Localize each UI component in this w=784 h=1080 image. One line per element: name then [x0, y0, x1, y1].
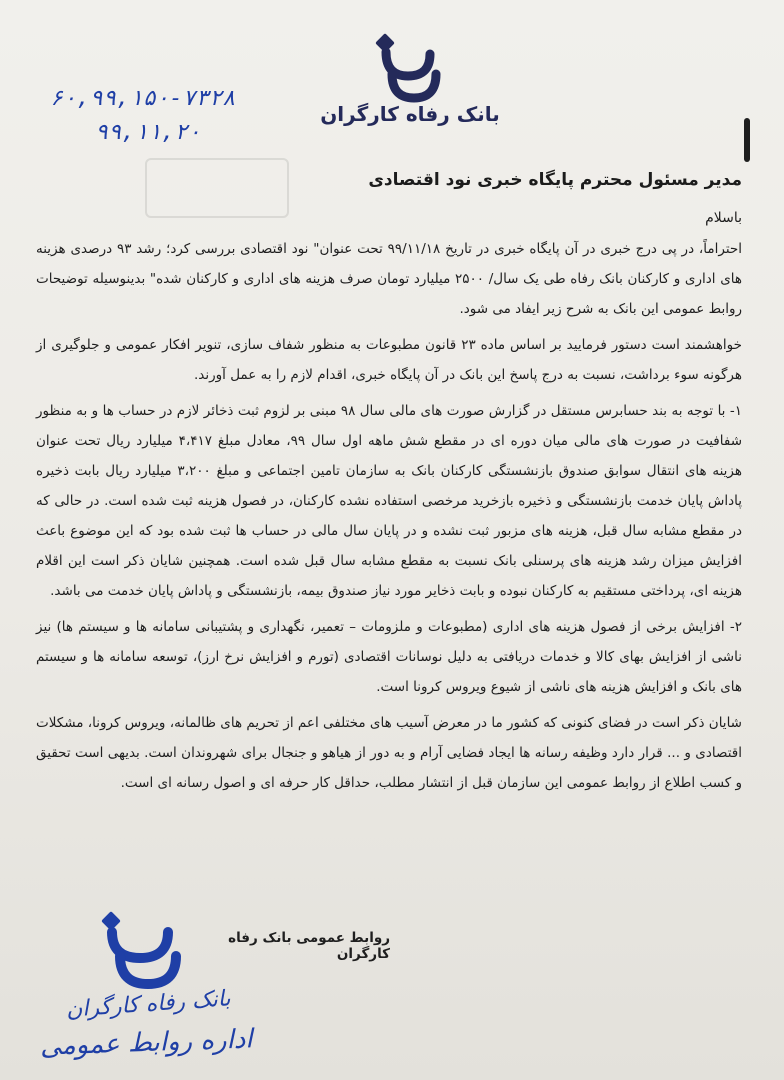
greeting: باسلام [705, 210, 742, 226]
paragraph-intro: احتراماً، در پی درج خبری در آن پایگاه خبری در تاریخ ۹۹/۱۱/۱۸ تحت عنوان" نود اقتصادی بررسی کرد؛ رشد ۹۳ درصدی هزینه های اداری و کارکنان بانک رفاه طی یک سال/ ۲۵۰۰ میلیارد تومان صرف هزینه های اداری و کارکنان شده" بدینوسیله توضیحات روابط عمومی این بانک به شرح زیر ایفاد می شود. [36, 241, 742, 317]
faint-stamp-impression [145, 158, 289, 218]
signature-text: روابط عمومی بانک رفاه کارگران [228, 930, 390, 962]
handwritten-date: ۹۹,۱۱,۲۰ [95, 120, 201, 145]
handwritten-reference-number: ۶۰,۹۹,۱۵۰-۷۳۲۸ [50, 86, 236, 111]
paragraph-point-1: ۱- با توجه به بند حسابرس مستقل در گزارش صورت های مالی سال ۹۸ مبنی بر لزوم ثبت ذخائر لازم در حساب ها و به منظور شفافیت در صورت های مالی میان دوره ای در مقطع شش ماهه اول سال ۹۹، معادل مبلغ ۴،۴۱۷ میلیارد ریال تحت عنوان هزینه های انتقال سوابق صندوق بازنشستگی کارکنان بانک به سازمان تامین اجتماعی و مبلغ ۳،۲۰۰ میلیارد ریال بابت ذخیره پاداش پایان خدمت بازنشستگی و ذخیره بازخرید مرخصی استفاده نشده کارکنان، در فصول هزینه ثبت شده است. در حالی که در مقطع مشابه سال قبل، هزینه های مزبور ثبت نشده و در پایان سال مالی در حساب ها ثبت شده بود که این موضوع باعث افزایش میزان رشد هزینه های پرسنلی بانک نسبت به مقطع مشابه سال قبل شده است. همچنین شایان ذکر است این اقلام هزینه ای، پرداختی مستقیم به کارکنان نبوده و بابت ذخایر مورد نیاز صندوق بیمه، بازنشستگی و پاداش پایان خدمت می باشد. [36, 403, 743, 599]
addressee: مدیر مسئول محترم پایگاه خبری نود اقتصادی [368, 170, 742, 190]
paragraph-closing: شایان ذکر است در فضای کنونی که کشور ما در معرض آسیب های مختلفی اعم از تحریم های ظالمانه، ویروس کرونا، مشکلات اقتصادی و ... قرار دارد وظیفه رسانه ها ایجاد فضایی آرام و به دور از هیاهو و جنجال برای شهروندان است. بدیهی است تحقیق و کسب اطلاع از روابط عمومی این سازمان قبل از انتشار مطلب، حداقل کار حرفه ای و اصول رسانه ای است. [36, 715, 742, 791]
bank-name: بانک رفاه کارگران [320, 102, 500, 126]
paragraph-point-2: ۲- افزایش برخی از فصول هزینه های اداری (مطبوعات و ملزومات – تعمیر، نگهداری و پشتیبانی سامانه ها و سیستم ها) نیز ناشی از افزایش بهای کالا و خدمات دریافتی به دلیل نوسانات اقتصادی (تورم و افزایش نرخ ارز)، توسعه سامانه ها و سیستم های بانک و افزایش هزینه های ناشی از شیوع ویروس کرونا است. [36, 619, 742, 695]
paragraph-request: خواهشمند است دستور فرمایید بر اساس ماده ۲۳ قانون مطبوعات به منظور شفاف سازی، تنویر افکار عمومی و جلوگیری از هرگونه سوء برداشت، نسبت به درج پاسخ این بانک در آن پایگاه خبری، اقدام لازم را به عمل آورند. [36, 337, 742, 383]
stamp-department: اداره روابط عمومی [39, 1024, 254, 1062]
margin-mark [744, 118, 750, 162]
stamp-bank-name: بانک رفاه کارگران [65, 986, 232, 1023]
refah-bank-logo-icon [372, 30, 446, 104]
letter-body [36, 234, 742, 804]
signature-block [30, 900, 390, 1070]
refah-bank-stamp-icon [96, 910, 188, 990]
